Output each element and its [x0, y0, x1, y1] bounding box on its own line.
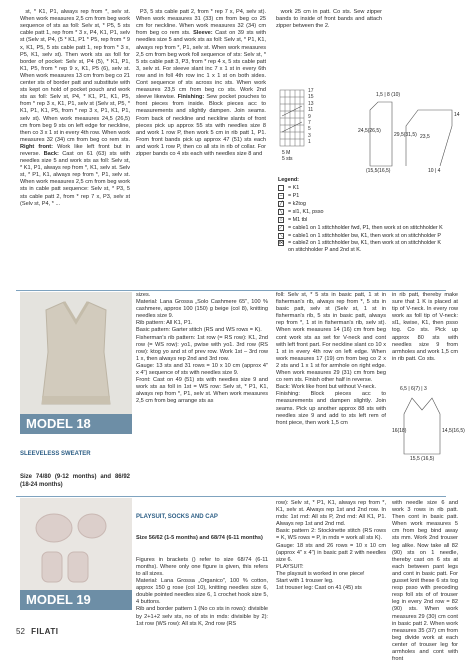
chart-row-label: 9 — [308, 113, 311, 120]
chart-row-label: 7 — [308, 120, 311, 127]
legend-item: = K1 — [278, 184, 458, 192]
model-19-intro-text: Figures in brackets () refer to size 68/74 (6-11 months). Where only one figure is given, this refers to all sizes. Material: Lana Grossa „Organico", 100 % cotton, approx 150 g rose (col 10), knitting needles size 6, double pointed needles size 6, 1 crochet hook size 5, 4 buttons. Rib and border pattern 1 (No co sts in rows): divisible by 2+1+2 selv sts, no of sts in rnds: divisible by 2): 1st row (WS row): All sts K, 2nd row (RS — [136, 556, 268, 627]
chart-row-label: 1 — [308, 139, 311, 146]
schem-label: 29,5(31,5) — [394, 132, 417, 138]
page-footer — [16, 627, 58, 636]
cable2-symbol-icon: ⋈ — [279, 240, 284, 246]
model-19-band: MODEL 19 — [20, 590, 132, 610]
model-18-column-4: in rib patt, thereby make sure that 1 K is placed at tip of V-neck. In every row work as foll tip of V-neck: sl1, kwise, K1, then psso tog. Co sts. Pick up approx 80 sts with needles size 9 from armholes and work 1,5 cm in rib patt. Co sts. — [392, 292, 460, 362]
schematic-sweater — [392, 384, 465, 464]
schematic-sweater-outline — [392, 384, 460, 464]
legend-title: Legend: — [278, 177, 299, 183]
schem-label: 10 | 4 — [428, 168, 441, 174]
schem-label: 14 — [454, 112, 460, 118]
chart-row-label: 11 — [308, 107, 314, 114]
cable-front-symbol-icon: ⟋ — [279, 225, 283, 231]
section-divider — [16, 496, 446, 497]
schematic-jacket — [356, 88, 460, 178]
schem-label: 6,5 | 6(7) | 3 — [400, 386, 427, 392]
chart-row-label: 3 — [308, 132, 311, 139]
schem-label: 15,5 (16,5) — [410, 456, 435, 462]
model-18-band: MODEL 18 — [20, 414, 132, 434]
model-18-photo — [20, 292, 132, 414]
model-18-column-2: sizes. Material: Lana Grossa „Solo Cashmere 65", 100 % cashmere, approx 100 (150) g beige (col 8), knitting needles size 9. Rib pattern: All K1, P1. Basic pattern: Garter stitch (RS and WS rows = K). Fisherman's rib pattern: 1st row (= RS row): K1, 2nd row (= WS row): yo1, pwise with yo1. 3rd row (RS row): ktog yo and st of prev row. Work 1st – 3rd row 1 x, then always rep 2nd and 3rd row. Gauge: 13 sts and 31 rows = 10 x 10 cm (approx 4" x 4") sequence of sts with needles size 9. Front: Cast on 49 (51) sts with needles size 9 and work sts as foll in 1st = WS row: Selv st, * P1, K1, always rep from *, P1, selv st. When work measures 2,5 cm from beg arrange sts as — [136, 292, 268, 405]
legend-item: ⋈ = cable2 on 1 stitchholder bw, K1, then work st on stitchholder K on stitchholder P and 2nd st K. — [279, 240, 441, 253]
magazine-logo: FILATI — [31, 627, 59, 636]
model-19-column-4: with needle size 6 and work 3 rows in rib patt. Then cont in basic patt. When work measures 5 cm from beg bind away sts mm. Work 2nd trouser leg alike. Now take all 82 (90) sts on 1 needle, thereby cast on 6 sts at each between pant legs and cont in basic patt. For gusset knit these 6 sts tog resp psso with preceding resp foll sts of of trouser leg in every 2nd row = 82 (90) sts. When work measures 29 (30) cm cont in basic patt 2. When work measures 35 (37) cm from beg divide work at each center of trouser leg for armholes and cont with front — [392, 500, 460, 663]
ssk-symbol-icon: ╲ — [279, 209, 283, 215]
legend-item: – = P1 — [279, 192, 300, 199]
legend-item: ○ = M1 tbl — [279, 216, 308, 223]
schem-label: 24,5(26,5) — [358, 128, 381, 134]
section-divider — [16, 290, 446, 291]
m1-symbol-icon: ○ — [279, 217, 283, 223]
chart-row-label: 15 — [308, 94, 314, 101]
schem-label: 14,5(16,5) — [442, 428, 465, 434]
model-18-sizes: Size 74/80 (9-12 months) and 86/92 (18-24 months) — [20, 473, 132, 488]
legend-item: ╱ = k2tog — [279, 200, 306, 207]
model-18-title: SLEEVELESS SWEATER — [20, 451, 91, 458]
model-19-intro — [136, 500, 268, 627]
legend — [278, 177, 458, 254]
schem-label: 16(18) — [392, 428, 407, 434]
cable-back-symbol-icon: ⟍ — [279, 233, 283, 239]
legend-item: ⟋ = cable1 on 1 stitchholder fwd, P1, then work st on stitchholder K — [279, 224, 443, 231]
page-number: 52 — [16, 627, 25, 636]
schem-label: 1,5 | 8 (10) — [376, 92, 401, 98]
schem-label: (15,5(16,5) — [366, 168, 391, 174]
k2tog-symbol-icon: ╱ — [279, 201, 283, 207]
legend-item: ╲ = sl1, K1, psso — [279, 208, 324, 215]
model-19-title: PLAYSUIT, SOCKS AND CAP — [136, 514, 218, 521]
chart-row-label: 5 — [308, 126, 311, 133]
legend-item: ⟍ = cable1 on 1 stitchholder bw, K1, then work st on stitchholder P — [279, 232, 441, 239]
model-18-intro — [20, 436, 130, 492]
chart-row-label: 17 — [308, 88, 314, 94]
schem-label: 23,5 — [420, 134, 430, 140]
chart-row-label: 13 — [308, 100, 314, 107]
chart-sts-label: 5 sts — [282, 156, 293, 162]
model-19-column-3: row): Selv st, * P1, K1, always rep from *, K1, selv st. Always rep 1st and 2nd row. In rnds: 1st rnd: All sts P, 2nd rnd: All K1, P1. Always rep 1st and 2nd rnd. Basic pattern 2: Stockinette stitch (RS rows = K, WS rows = P, in rnds = work all sts K). Gauge: 18 sts and 26 rows = 10 x 10 cm (approx 4" x 4") in basic patt 2 with needles size 6. PLAYSUIT: The playsuit is worked in one piece! Start with 1 trouser leg. 1st trouser leg: Cast on 41 (45) sts — [276, 500, 386, 592]
sleeveless-sweater-image — [20, 292, 132, 414]
knit-symbol-icon — [278, 185, 284, 191]
top-text-column-2: P3, 5 sts cable patt 2, from * rep 7 x, P4, selv st). When work measures 31 (33) cm from beg co 25 cm for neckline. When work measures 32 (34) cm from beg co rem sts. Sleeve: Cast on 39 sts with needles size 5 and work sts as foll: Selv st, * P1, K1, always rep from *, P1, selv st. When work measures 2,5 cm from beg work foll sequence of sts: Selv st, * 5 sts cable patt 3, P3, from * rep 4 x, 5 sts cable patt 3, selv st. For sleeve slant inc 7 x 1 st in every 6th row and in foll 4th row inc 1 x 1 st on both sides. Cont sequence of sts across inc sts. When work measures 23,5 cm from beg co sts. Work 2nd sleeve likewise. Finishing: Sew pocket pouches to front pieces from inside. Block pieces acc to measurements and slightly dampen. Join seams. From back of neckline and neckline slants of front pieces pick up approx 55 sts with needles size 8 and work 1 row P, then work 5 cm in rib patt 1, P1. From front bands pick up approx 47 (51) sts each and work 1 row P, then co all sts in rib of collar. For zipper bands co 4 sts each with needles size 8 and — [136, 9, 268, 157]
top-text-column-1: st, * K1, P1, always rep from *, selv st. When work measures 2,5 cm from beg work sequence of sts as foll: Selv st, * P5, 5 sts cable patt 1, rep from * 3 x, P4, K1, P1, selv st (Selv st, P4, (5 * K1, P1 * P5, rep from * 9 x, K1, P5, 5 sts cable patt 1, rep from * 3 x, P5, K1, selv st). Then work sts as foll for border of pocket: Selv st, P4 (5), * K1, P1, K1, P5, from * rep 9 x, K1, P5 (6), selv st. When work measures 13 cm from beg co 21 center sts of border patt and substitute with sts kept on hold of pocket pouch and work sts as foll: Selv st, P4, * K1, P1, K1, P5, from * rep 3 x, K1, P1, selv st (Selv st, P5, * K1, P1, K1, P5, from * rep 3 x, P1, K1, P1, selv st). When work measures 24,5 (26,5) cm from beg 9 sts on left edge for neckline, then co 3 x 1 st in every 4th row. When work measures 32 (34) cm from beg co rem sts. Right front: Work like left front but in reverse. Back: Cast on 61 (63) sts with needles size 5 and work sts as foll: Selv st, * K1, P1, always rep from *, K1, selv st. Selv st, * P1, K1, always rep from *, P1, selv st. When work measures 2,5 cm from beg work sts in cable patt sequence: Selv st, * P3, 5 sts cable patt 2, from * rep 7 x, P3, selv st (Selv st, P4, * ... — [20, 9, 132, 207]
model-19-sizes: Size 56/62 (1-5 months) and 68/74 (6-11 months) — [136, 535, 263, 542]
purl-symbol-icon: – — [279, 193, 283, 199]
chart-repeat-label: 5 M — [282, 150, 291, 156]
knitting-chart — [278, 88, 326, 174]
model-18-column-3: foll: Selv st, * 5 sts in basic patt, 1 st in fisherman's rib, always rep from *, 5 sts in basic patt, selv st (Selv st, 1 st in fisherman's rib, 5 sts in basic patt, always rep from *, 1 st in fisherman's rib, selv st). When work measures 14 (16) cm from beg cont work sts as set for V-neck and cont with left front part. For neckline slant co 10 x 1 st in every 4th row on left edge. When work measures 17 (19) cm from beg co 2 x 2 sts and 1 x 1 st for armhole on right edge. When work measures 29 (31) cm from beg co rem sts. Finish other half in reverse. Back: Work like front but without V-neck. Finishing: Block pieces acc to measurements and dampen slightly. Join seams. Pick up another approx 88 sts with needles size 9 and add to sts left rem of front piece, then work 1,5 cm — [276, 292, 386, 426]
top-text-column-3: work 25 cm in patt. Co sts. Sew zipper bands to inside of front bands and attach zipper between the 2. — [276, 9, 384, 30]
